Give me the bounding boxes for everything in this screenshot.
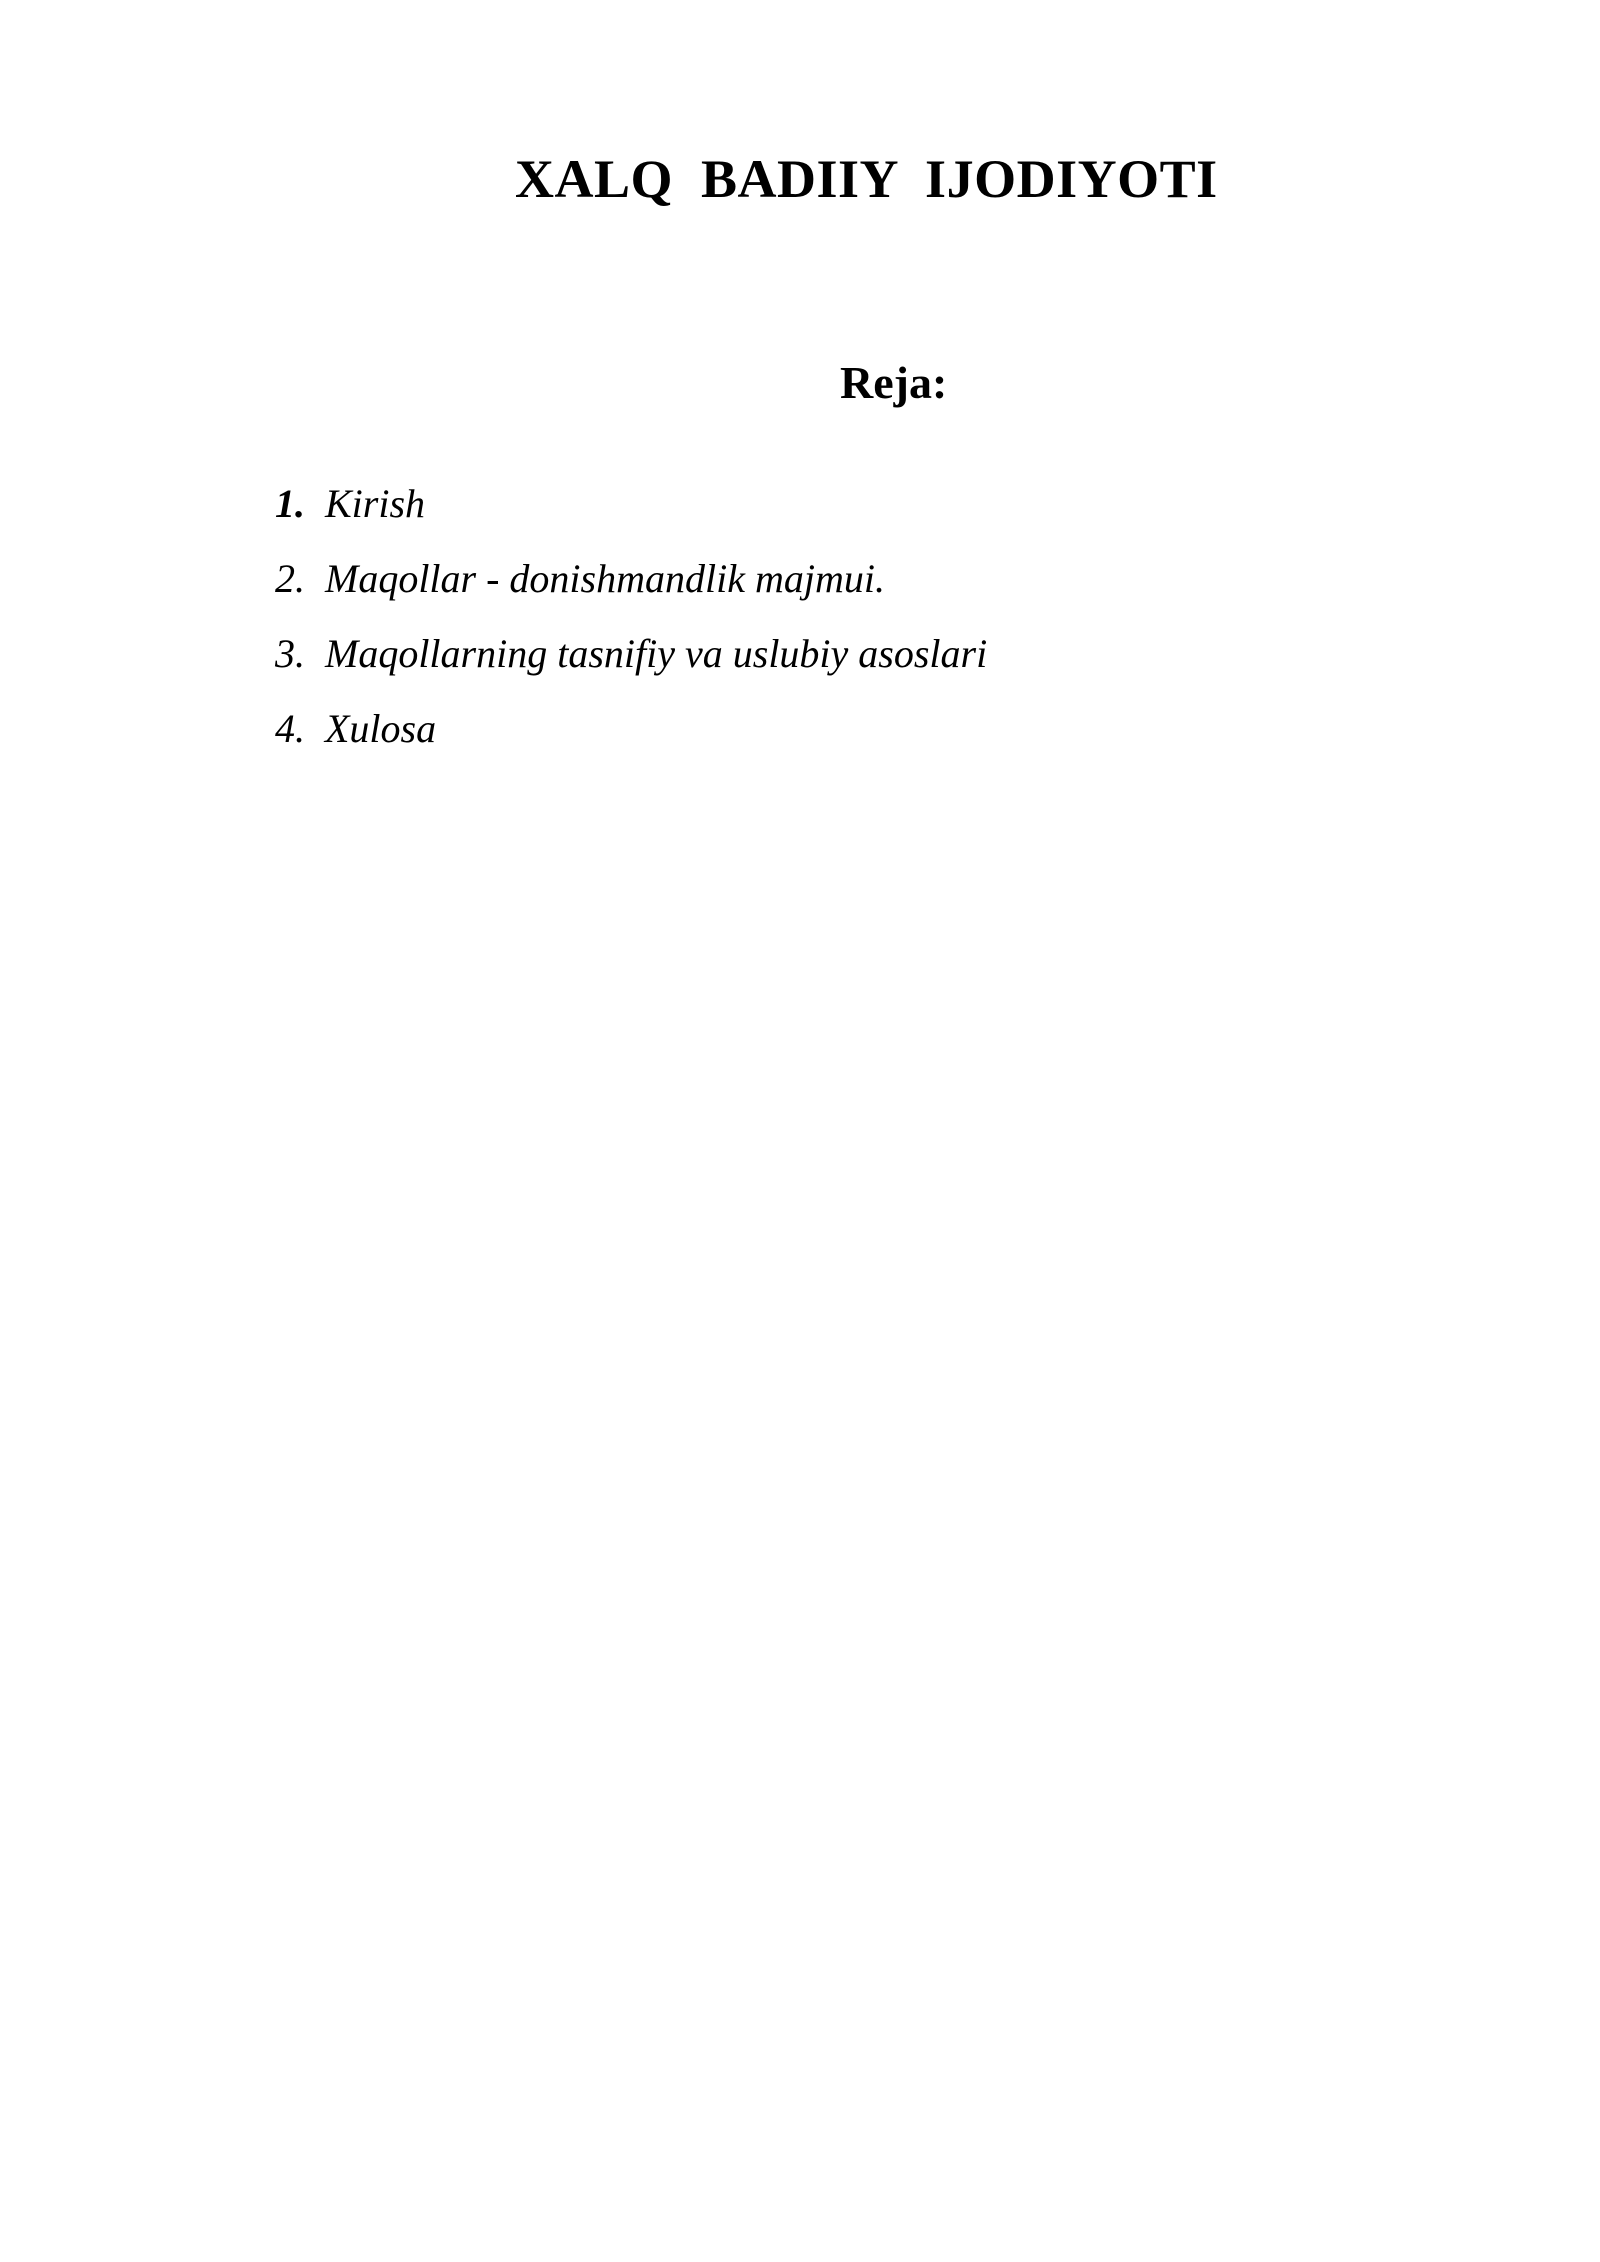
plan-item [275, 616, 987, 691]
plan-item-number: 4. [275, 706, 305, 751]
plan-item-number: 2. [275, 556, 305, 601]
plan-item-text: Maqollarning tasnifiy va uslubiy asoslari [325, 631, 988, 676]
plan-list [275, 466, 987, 766]
plan-item [275, 691, 987, 766]
plan-item [275, 541, 987, 616]
plan-item-number: 3. [275, 631, 305, 676]
plan-heading: Reja: [840, 357, 948, 408]
plan-item [275, 466, 987, 541]
plan-item-text: Kirish [325, 481, 426, 526]
plan-item-text: Maqollar - donishmandlik majmui. [325, 556, 885, 601]
page-title: XALQ BADIIY IJODIYOTI [515, 149, 1218, 209]
plan-item-number: 1. [275, 481, 305, 526]
plan-item-text: Xulosa [325, 706, 437, 751]
